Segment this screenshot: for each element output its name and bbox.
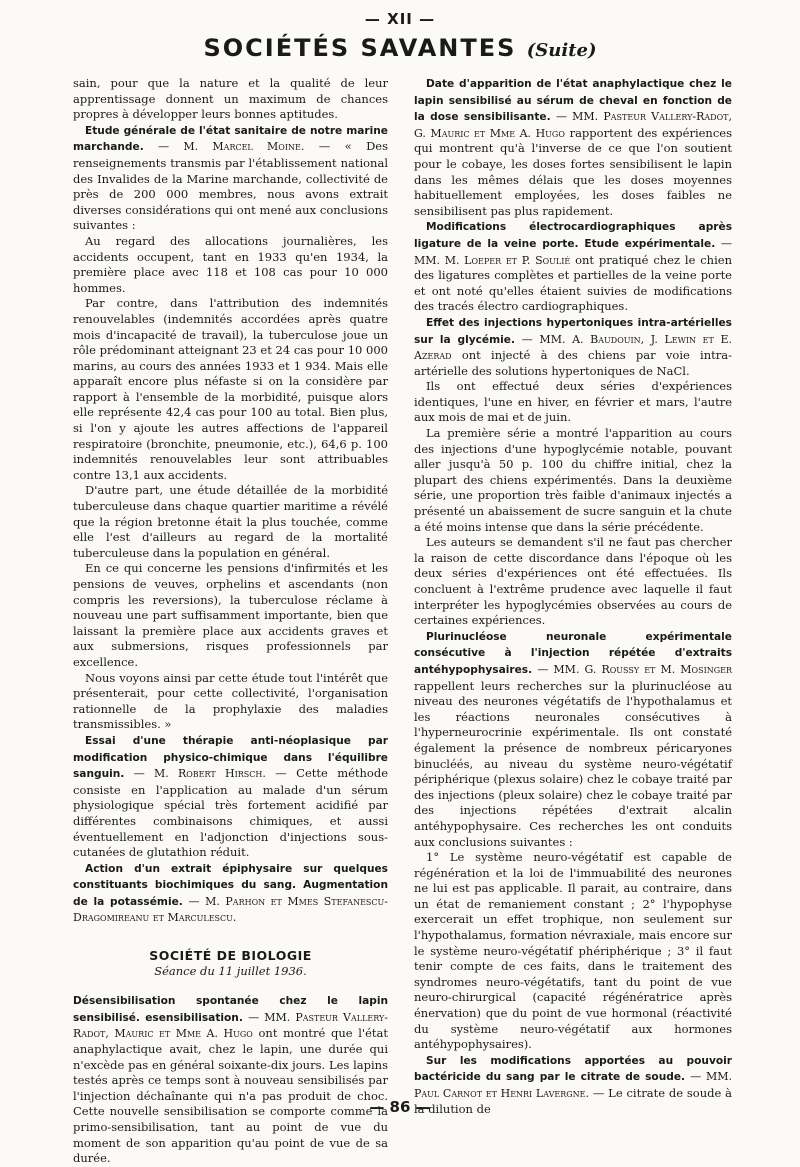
article-author: — M. Robert Hirsch. [133,767,266,781]
paragraph: Au regard des allocations journalières, les accidents occupent, tant en 1933 qu'en 1934, la première place avec 118 et 108 cas pour 10 000 hommes. [73,233,388,295]
paragraph: Ils ont effectué deux séries d'expériences identiques, l'une en hiver, en février et mars, l'autre aux mois de mai et de juin. [414,379,732,425]
section-date: Séance du 11 juillet 1936. [154,963,307,978]
article-title: Effet des injections hypertoniques intra-artérielles sur la glycémie. [414,316,732,346]
article-author: — M. Marcel Moine. [158,140,305,154]
article-author: — MM. Pasteur Vallery-Radot, Mauric et Mme A. Hugo [73,1010,389,1041]
page-number-top: — XII — [364,10,436,28]
article-title: Date d'apparition de l'état anaphylactique chez le lapin sensibilisé au sérum de cheval en fonction de la dose sensibilisante. [414,78,732,124]
paragraph: En ce qui concerne les pensions d'infirmités et les pensions de veuves, orphelins et ascendants (non compris les reversions), la tuberculose réclame à nouveau une part suffisamment importante, bien que laissant la première place aux accidents graves et aux submersions, risques professionnels par excellence. [73,561,388,669]
article-author: — MM. G. Roussy et M. Mosinger [537,662,733,676]
article-title: Action d'un extrait épiphysaire sur quelques constituants biochimiques du sang. Augmentation de la potassémie. [73,862,388,908]
article-title: Essai d'une thérapie anti-néoplasique par modification physico-chimique dans l'équilibre sanguin. [73,734,388,781]
article-title: Sur les modifications apportées au pouvoir bactéricide du sang par le citrate de soude. [414,1054,732,1084]
article-text: ont pratiqué chez le chien des ligatures complètes et partielles de la veine porte et ont noté qu'elles étaient suivies de modifications des tracés électro cardiographiques. [414,252,732,314]
article-text: rapportent des expériences qui montrent qu'à l'inverse de ce que l'on soutient pour le cobaye, les doses fortes sensibilisent le lapin dans les mêmes délais que les doses moyennes habituellement employées, les doses faibles ne sensibilisent pas plus rapidement. [414,125,732,218]
article-desensibilisation [73,993,388,1167]
article-therapie [73,733,388,861]
header-title: SOCIÉTÉS SAVANTES [203,34,517,62]
article-text: ont montré que l'état anaphylactique avait, chez le lapin, une durée qui n'excède pas en général soixante-dix jours. Les lapins testés après ce temps sont à nouveau sensibilisés par l'injection déchaînante qui n'a pas produit de choc. Cette nouvelle sensibilisation se comporte comme la primo-sensibilisation, tant au point de vue du moment de son apparition qu'au point de vue de sa durée. [73,1026,388,1166]
paragraph: Nous voyons ainsi par cette étude tout l'intérêt que présenterait, pour cette collectivité, l'organisation rationnelle de la prophylaxie des maladies transmissibles. » [73,670,388,732]
page-number-bottom: — 86 — [369,1098,431,1116]
right-column [414,76,732,1117]
paragraph: Les auteurs se demandent s'il ne faut pas chercher la raison de cette discordance dans l'époque où les deux séries d'expériences ont été effectuées. Ils concluent à l'extrême prudence avec laquelle il faut interpréter les hypoglycémies observées au cours de certaines expériences. [414,535,732,628]
article-author: — MM. M. Loeper et P. Soulié [414,236,732,267]
article-anaphylaxie [414,76,732,219]
article-text: — « Des renseignements transmis par l'établissement national des Invalides de la Marine marchande, collectivité de près de 200 000 membres, nous avons extrait diverses considérations qui ont mené aux conclusions suivantes : [73,139,389,233]
article-glycemie [414,315,732,379]
article-author: — M. Parhon et Mmes Stefanescu-Dragomireanu et Marculescu. [73,894,388,925]
article-text: ont injecté à des chiens par voie intra-artérielle des solutions hypertoniques de NaCl. [414,348,733,378]
article-title: Modifications électrocardiographiques après ligature de la veine porte. Etude expérimentale. [414,221,732,250]
paragraph: La première série a montré l'apparition au cours des injections d'une hypoglycémie notable, pouvant aller jusqu'à 50 p. 100 du chiffre initial, chez la plupart des chiens expérimentés. Dans la deuxième série, une proportion très faible d'animaux injectés a présenté un abaissement de sucre sanguin et la chute a été moins intense que dans la série précédente. [414,426,732,534]
header-suite: (Suite) [526,40,597,61]
article-author: — MM. Paul Carnot et Henri Lavergne. [414,1070,732,1100]
article-author: — MM. A. Baudouin, J. Lewin et E. Azerad [414,332,732,363]
article-plurinucleose [414,629,732,850]
article-text: rappellent leurs recherches sur la plurinucléose au niveau des neurones végétatifs de l'hypothalamus et les réactions neuronales consécutives à l'hyperneurocrinie expérimentale. Ils ont constaté également la présence de nombreux péricaryones binucléés, au niveau du système neuro-végétatif périphérique (plexus solaire) chez le cobaye traité par des injections (pleux solaire) chez le cobaye traité par des injections répétées d'extrait alcalin antéhypophysaire. Ces recherches les ont conduits aux conclusions suivantes : [414,678,732,849]
paragraph: sain, pour que la nature et la qualité de leur apprentissage donnent un maximum de chances propres à développer leurs bonnes aptitudes. [73,76,388,122]
paragraph: D'autre part, une étude détaillée de la morbidité tuberculeuse dans chaque quartier maritime a révélé que la région bretonne était la plus touchée, comme elle l'est d'ailleurs au regard de la mortalité tuberculeuse dans la population en général. [73,483,388,560]
article-electrocardio [414,219,732,315]
article-text: — Le citrate de soude à la dilution de [414,1086,732,1116]
article-epiphysaire [73,861,388,926]
left-column [73,76,388,1167]
article-text: — Cette méthode consiste en l'application au malade d'un sérum physiologique spécial très fortement acidifié par différentes combinaisons chimiques, et aussi éventuellement en l'adjonction d'injections sous-cutanées de glutathion réduit. [73,766,389,860]
paragraph: Par contre, dans l'attribution des indemnités renouvelables (indemnités accordées après quatre mois d'incapacité de travail), la tuberculose joue un rôle prédominant atteignant 23 et 24 cas pour 10 000 marins, au cours des années 1933 et 1 934. Mais elle apparaît encore plus néfaste si on la considère par rapport à l'ensemble de la morbidité, puisque alors elle représente 42,4 cas pour 100 au total. Bien plus, si l'on y ajoute les autres affections de l'appareil respiratoire (bronchite, pneumonie, etc.), 64,6 p. 100 indemnités renouvelables leur sont attribuables contre 13,1 aux accidents. [73,296,388,482]
section-title: SOCIÉTÉ DE BIOLOGIE [149,948,312,964]
article-marine [73,123,388,234]
page-header [0,34,800,62]
article-title: Etude générale de l'état sanitaire de notre marine marchande. [73,124,388,154]
article-title: Plurinucléose neuronale expérimentale consécutive à l'injection répétée d'extraits antéhypophysaires. [414,630,732,676]
paragraph: 1° Le système neuro-végétatif est capable de régénération et la loi de l'immuabilité des neurones ne lui est pas applicable. Il parait, au contraire, dans un état de remaniement constant ; 2° l'hypophyse exercerait un effet trophique, non seulement sur l'hypothalamus, formation névraxiale, mais encore sur le système neuro-végétatif phériphérique ; 3° il faut tenir compte de ces faits, dans le traitement des syndromes neuro-végétatifs, tant du point de vue neuro-chirurgical (capacité régénératrice après énervation) que du point de vue hormonal (réactivité du système neuro-végétatif aux hormones antéhypophysaires). [414,850,732,1052]
article-title: Désensibilisation spontanée chez le lapin sensibilisé. esensibilisation. [73,995,388,1024]
article-author: — MM. Pasteur Vallery-Radot, G. Mauric et Mme A. Hugo [414,110,732,140]
